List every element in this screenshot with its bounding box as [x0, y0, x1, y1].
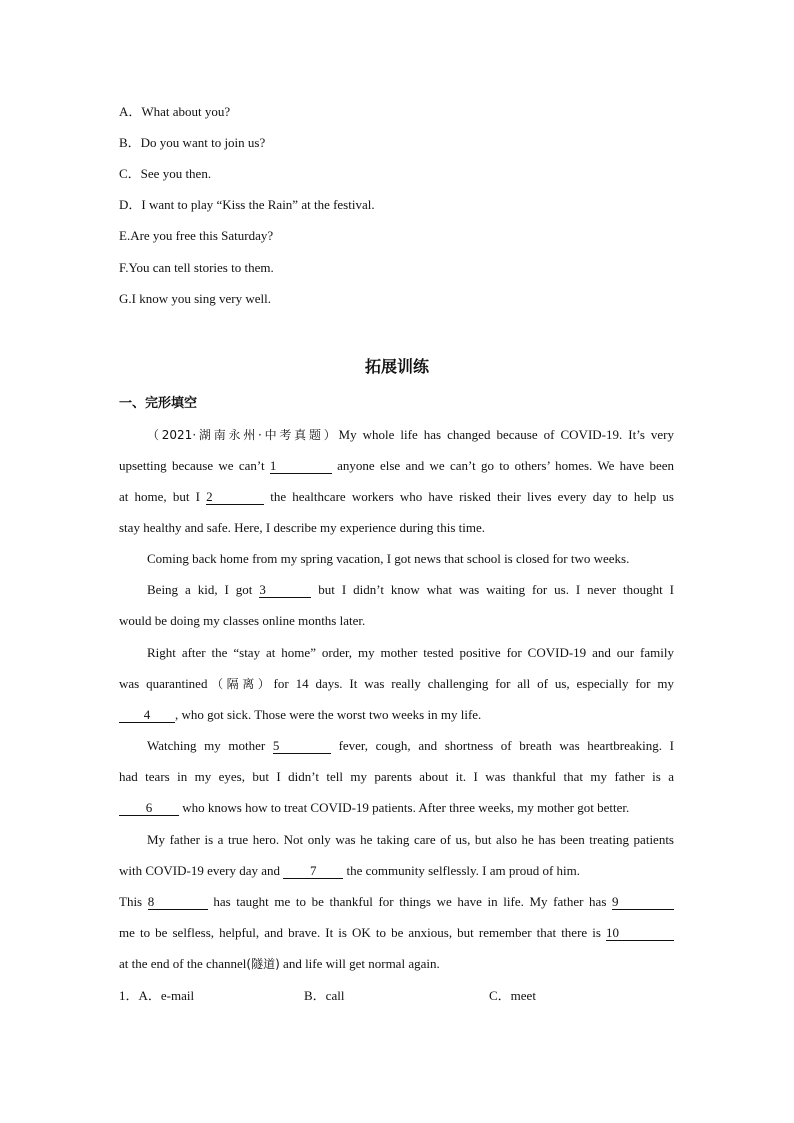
passage-line: Coming back home from my spring vacation, I got news that school is closed for two weeks. [147, 551, 630, 566]
choice-b: B．call [304, 988, 345, 1003]
passage-line [119, 892, 674, 912]
choice-a [119, 986, 194, 1006]
chinese-gloss: （隔离） [207, 677, 274, 691]
passage-line: had tears in my eyes, but I didn’t tell my parents about it. I was thankful that my father is a [119, 769, 674, 784]
passage-line [119, 923, 674, 943]
passage-text: the healthcare workers who have risked their lives every day to help us [264, 489, 674, 504]
option-e: E.Are you free this Saturday? [119, 228, 274, 243]
passage-line [119, 954, 674, 974]
choice-c: C．meet [489, 988, 536, 1003]
passage-line [119, 456, 674, 476]
passage-text: has taught me to be thankful for things we have in life. My father has [207, 894, 612, 909]
passage-text: with COVID-19 every day and [119, 863, 284, 878]
passage-text: at the end of the channel [119, 956, 247, 971]
passage-line [119, 674, 674, 694]
question-number: 1． [119, 988, 139, 1003]
option-f: F.You can tell stories to them. [119, 260, 274, 275]
passage-text: the community selflessly. I am proud of him. [343, 863, 580, 878]
blank-2: 2 [206, 489, 264, 505]
passage-line: stay healthy and safe. Here, I describe my experience during this time. [119, 520, 486, 535]
sub-heading: 一、完形填空 [119, 396, 198, 411]
passage-line [119, 487, 674, 507]
passage-text: and life will get normal again. [279, 956, 440, 971]
blank-4: 4 [119, 707, 175, 723]
blank-10: 10 [606, 925, 674, 941]
blank-9: 9 [612, 894, 674, 910]
option-d: D．I want to play “Kiss the Rain” at the festival. [119, 197, 375, 212]
passage-text: who knows how to treat COVID-19 patients. After three weeks, my mother got better. [179, 800, 630, 815]
passage-text: My whole life has changed because of COVID-19. It’s very [338, 427, 675, 442]
blank-7: 7 [283, 863, 343, 879]
choice-a-text: A．e-mail [138, 988, 195, 1003]
passage-line [147, 425, 674, 445]
option-g: G.I know you sing very well. [119, 291, 272, 306]
blank-1: 1 [270, 458, 332, 474]
passage-text: but I didn’t know what was waiting for us. I never thought I [311, 582, 674, 597]
passage-line [119, 798, 674, 818]
passage-line [119, 861, 674, 881]
chinese-gloss: (隧道) [246, 957, 280, 971]
passage-text: This [119, 894, 148, 909]
passage-line: Right after the “stay at home” order, my mother tested positive for COVID-19 and our family [147, 645, 674, 660]
passage-text: at home, but I [119, 489, 207, 504]
passage-text: Watching my mother [147, 738, 273, 753]
option-c: C．See you then. [119, 166, 212, 181]
passage-line [147, 736, 674, 756]
passage-text: upsetting because we can’t [119, 458, 270, 473]
passage-text: , who got sick. Those were the worst two weeks in my life. [175, 707, 482, 722]
passage-text: me to be selfless, helpful, and brave. It is OK to be anxious, but remember that there is [119, 925, 606, 940]
blank-3: 3 [259, 582, 311, 598]
passage-line [147, 580, 674, 600]
option-b: B．Do you want to join us? [119, 135, 266, 150]
passage-line: would be doing my classes online months later. [119, 613, 366, 628]
passage-text: anyone else and we can’t go to others’ homes. We have been [331, 458, 674, 473]
source-label: （2021·湖南永州·中考真题） [147, 428, 339, 442]
passage-text: for 14 days. It was really challenging for all of us, especially for my [273, 676, 674, 691]
passage-text: Being a kid, I got [147, 582, 260, 597]
blank-8: 8 [148, 894, 208, 910]
passage-line: My father is a true hero. Not only was he taking care of us, but also he has been treating patients [147, 832, 674, 847]
blank-6: 6 [119, 800, 179, 816]
passage-line [119, 705, 674, 725]
passage-text: fever, cough, and shortness of breath was heartbreaking. I [330, 738, 674, 753]
section-title: 拓展训练 [364, 357, 429, 376]
option-a: A．What about you? [119, 104, 231, 119]
passage-text: was quarantined [119, 676, 208, 691]
blank-5: 5 [273, 738, 331, 754]
